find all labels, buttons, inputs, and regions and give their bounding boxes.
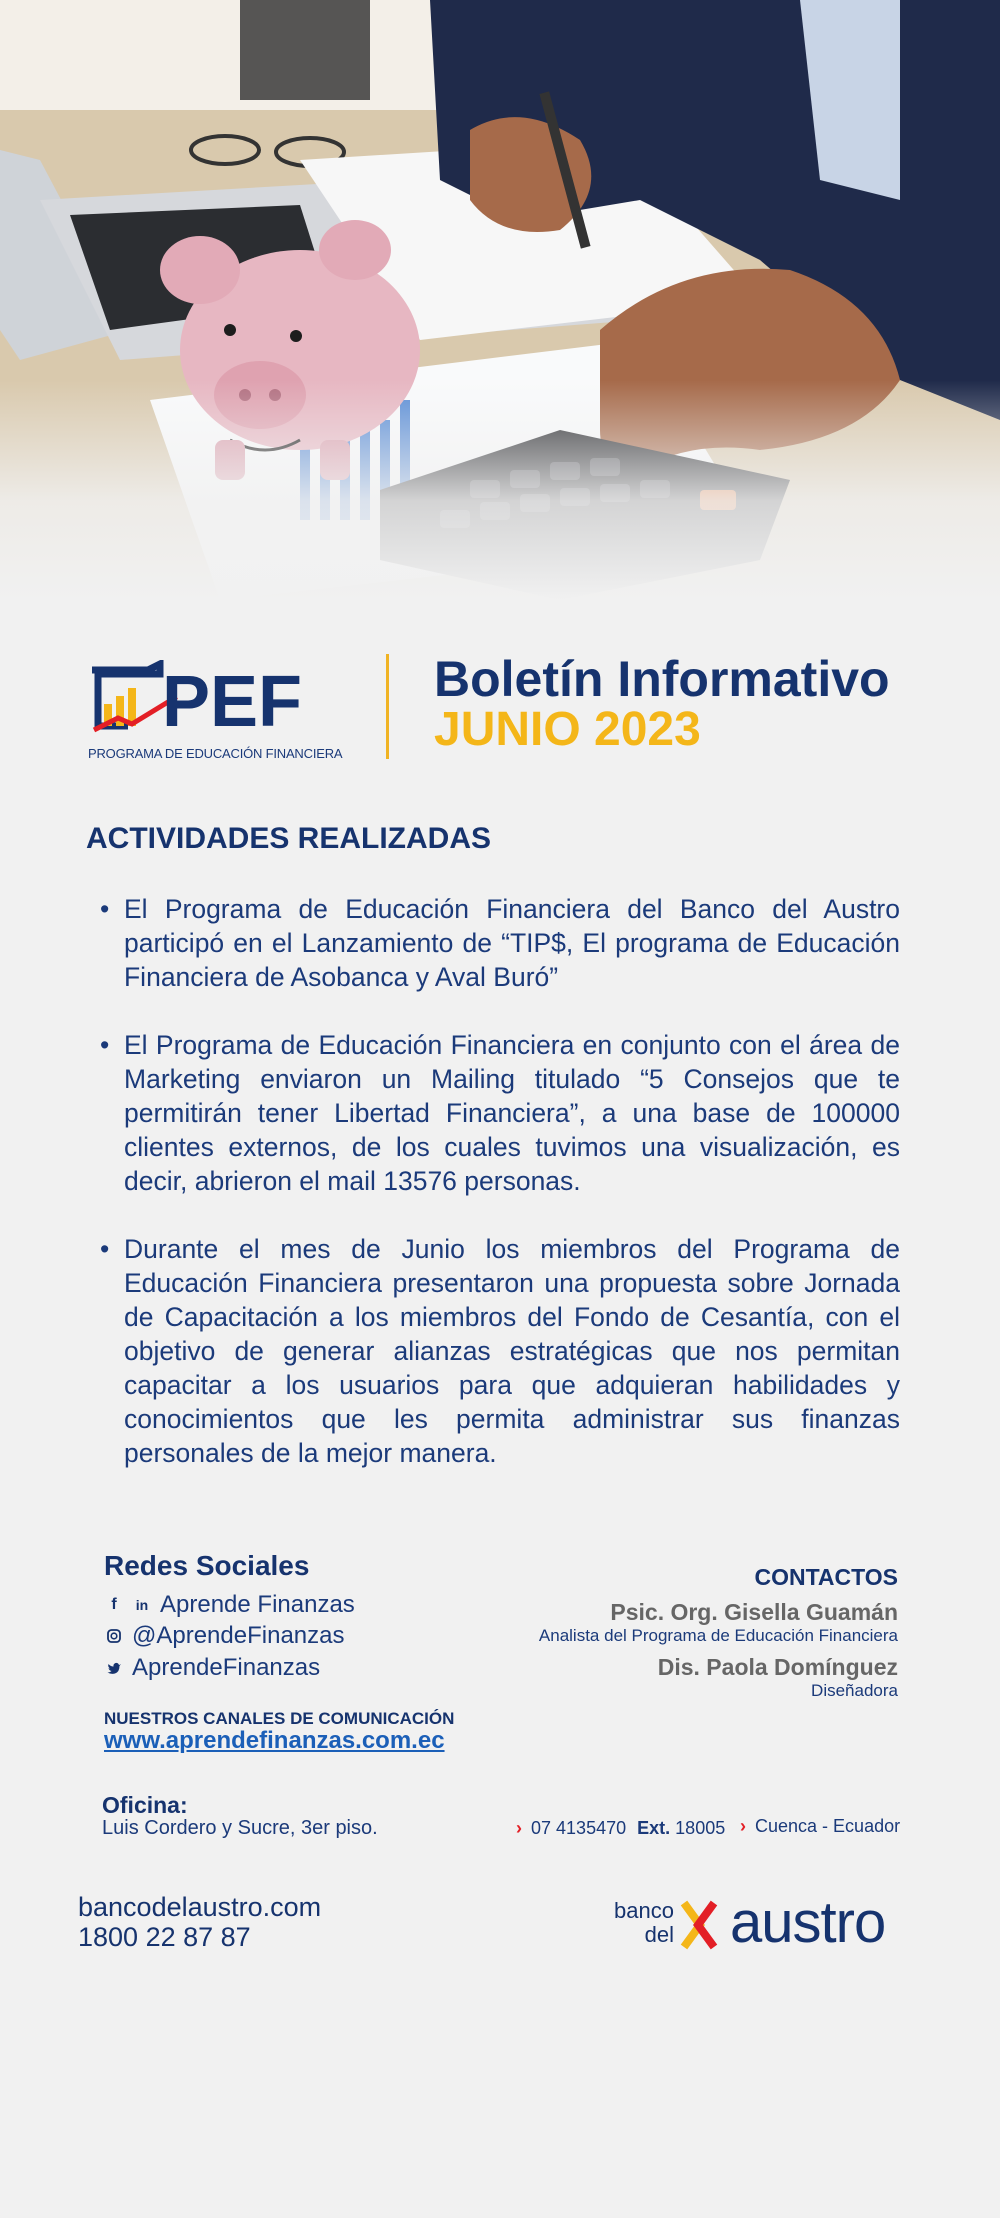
linkedin-icon: in — [135, 1597, 149, 1613]
list-item-text: El Programa de Educación Financiera del Banco del Austro participó en el Lanzamiento de “TIP$, El programa de Educación Financiera de Asobanca y Aval Buró” — [124, 894, 900, 992]
social-twitter[interactable] — [104, 1654, 320, 1682]
social-label: Aprende Finanzas — [160, 1591, 355, 1618]
banco-del-austro-logo — [596, 1890, 926, 1959]
phone-number: 07 4135470 — [531, 1818, 627, 1838]
bank-logo-mark-icon — [680, 1899, 722, 1955]
contact-role: Analista del Programa de Educación Financiera — [538, 1626, 898, 1645]
hero-image — [0, 0, 1000, 600]
pef-logo-text: PEF — [162, 662, 303, 740]
chevron-right-icon: › — [740, 1816, 746, 1836]
contacts-title: CONTACTOS — [754, 1564, 898, 1590]
twitter-icon — [104, 1658, 124, 1678]
list-item — [92, 1028, 900, 1198]
office-address: Luis Cordero y Sucre, 3er piso. — [102, 1817, 378, 1839]
bullet-dot: • — [100, 1234, 110, 1264]
hero-fade — [0, 380, 1000, 600]
list-item — [92, 892, 900, 994]
office-title: Oficina: — [102, 1792, 188, 1818]
newsletter-title: Boletín Informativo — [434, 651, 890, 707]
bullet-dot: • — [100, 894, 110, 924]
bank-logo-small-text — [596, 1899, 674, 1947]
pef-logo — [88, 660, 343, 765]
bank-phone: 1800 22 87 87 — [78, 1922, 251, 1952]
social-title: Redes Sociales — [104, 1550, 310, 1581]
bank-logo-del: del — [644, 1922, 674, 1947]
facebook-icon: f — [111, 1596, 117, 1613]
pef-logo-mark — [88, 660, 323, 740]
channels-link[interactable]: www.aprendefinanzas.com.ec — [104, 1727, 445, 1754]
list-item-text: Durante el mes de Junio los miembros del Programa de Educación Financiera presentaron una propuesta sobre Jornada de Capacitación a los miembros del Fondo de Cesantía, con el objetivo de generar alianzas estratégicas que nos permitan capacitar a los usuarios para que adquieran habilidades y conocimientos que les permita administrar sus finanzas personales de la mejor manera. — [124, 1234, 900, 1468]
newsletter-date: JUNIO 2023 — [434, 703, 701, 756]
office-city — [740, 1816, 900, 1837]
bank-logo-banco: banco — [614, 1898, 674, 1923]
chevron-right-icon: › — [516, 1818, 522, 1838]
pef-logo-subtitle: PROGRAMA DE EDUCACIÓN FINANCIERA — [88, 746, 343, 761]
city-label: Cuenca - Ecuador — [755, 1816, 901, 1836]
channels-title: NUESTROS CANALES DE COMUNICACIÓN — [104, 1709, 455, 1728]
header-divider — [386, 654, 389, 759]
ext-label: Ext. — [637, 1818, 671, 1838]
section-title: ACTIVIDADES REALIZADAS — [86, 822, 492, 855]
social-label: AprendeFinanzas — [132, 1654, 321, 1681]
social-facebook-linkedin[interactable] — [104, 1591, 355, 1619]
ext-number: 18005 — [675, 1818, 726, 1838]
contact-name: Dis. Paola Domínguez — [657, 1654, 898, 1680]
bank-logo-name: austro — [730, 1890, 886, 1955]
contacts-block — [539, 1564, 898, 1701]
instagram-icon — [104, 1626, 124, 1646]
bank-website[interactable]: bancodelaustro.com — [78, 1892, 322, 1922]
social-label: @AprendeFinanzas — [132, 1622, 345, 1649]
office-phone — [516, 1818, 725, 1839]
list-item-text: El Programa de Educación Financiera en conjunto con el área de Marketing enviaron un Mailing titulado “5 Consejos que te permitirán tener Libertad Financiera”, a una base de 100000 clientes externos, de los cuales tuvimos una visualización, es decir, abrieron el mail 13576 personas. — [124, 1030, 900, 1196]
list-item — [92, 1232, 900, 1470]
activities-list — [92, 892, 900, 1504]
contact-name: Psic. Org. Gisella Guamán — [610, 1599, 898, 1625]
bullet-dot: • — [100, 1030, 110, 1060]
social-instagram[interactable] — [104, 1622, 344, 1650]
contact-role: Diseñadora — [811, 1681, 898, 1700]
